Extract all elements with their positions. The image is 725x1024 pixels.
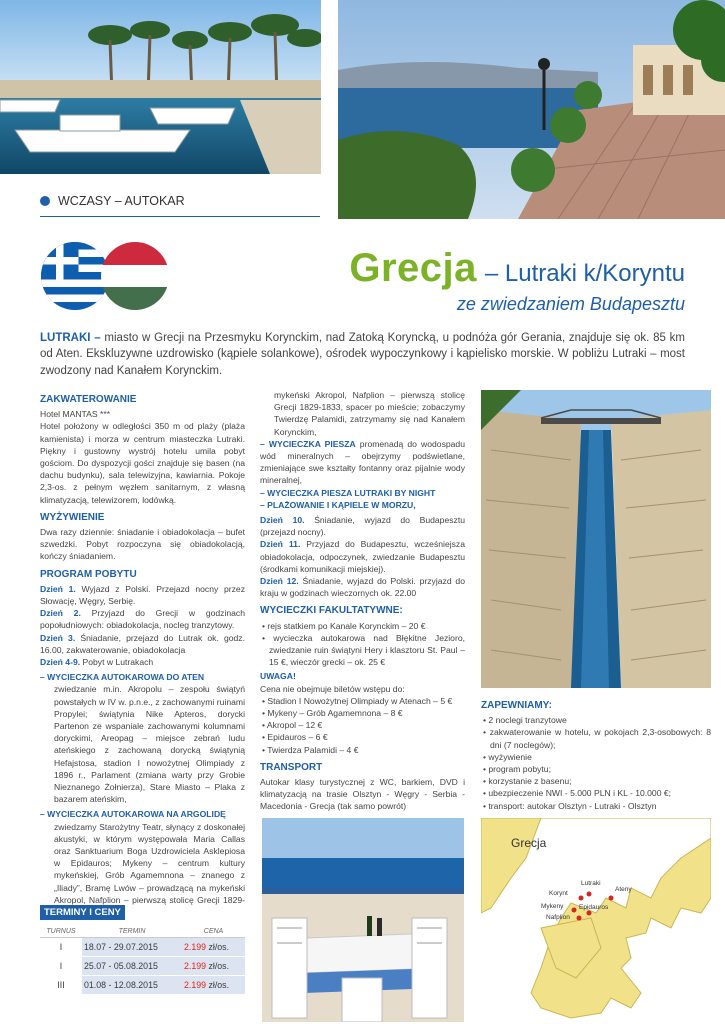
price-cell [182,938,245,957]
ticket-item: • Twierdza Palamidi – 4 € [262,744,359,755]
day-text: Śniadanie, wyjazd do Polski. przyjazd do kraju w godzinach wieczornych ok. 22.00 [260,576,465,599]
guarantee-item: • program pobytu; [483,764,551,774]
note-title: UWAGA! [260,671,296,682]
map-city-korynt: Korynt [549,890,568,897]
section-label: WCZASY – AUTOKAR [58,194,185,208]
corinth-canal-photo [481,390,711,688]
section-divider [40,216,320,217]
date-cell: 01.08 - 12.08.2015 [82,976,182,995]
program-day [260,575,465,599]
date-cell: 25.07 - 05.08.2015 [82,957,182,976]
day-label: Dzień 1. [40,583,76,594]
turnus-cell: I [40,938,82,957]
argolid-trip-continued: mykeński Akropol, Nafplion – pierwszą stolicę Grecji 1829-1833, spacer po mieście; zobaczymy Twierdzę Palamidi, zatrzymamy się nad Kanałem Korynckim, [274,390,465,437]
day-text: Przyjazd do Grecji w godzinach popołudniowych: obiadokolacja, nocleg tranzytowy. [40,608,245,631]
guarantee-item: • ubezpieczenie NWI - 5.000 PLN i KL - 10.000 €; [483,788,672,799]
ticket-item: • Epidauros – 6 € [262,732,328,743]
table-row [40,938,245,957]
title-country: Grecja [349,246,477,290]
price-value: 2.199 [184,980,207,990]
athens-trip-title: – WYCIECZKA AUTOKAROWA DO ATEN [40,672,205,683]
guarantee-item: • korzystanie z basenu; [483,776,572,787]
column-right [481,694,711,812]
day-label: Dzień 2. [40,608,81,619]
intro-paragraph [40,330,685,379]
map-city-nafplion: Nafplion [546,914,570,921]
accommodation-text: Hotel położony w odległości 350 m od plaży (plaża kamienista) i morza w centrum miasteczka Lutraki. Piękny i gustowny wystrój hotelu umila pobyt gościom. Do dyspozycji gości znajduje się basen (na dachu budynku), sala telewizyjna, kawiarnia. Pokoje 2,3-os. z pełnym węzłem sanitarnym, z własną klimatyzacją, telewizorem, lodówką. [40,421,245,505]
day-text: Śniadanie, wyjazd do Budapesztu (przejazd nocny). [260,515,465,538]
walk-trip-title: – WYCIECZKA PIESZA [260,438,356,449]
ticket-item: • Stadion I Nowożytnej Olimpiady w Atenach – 5 € [262,695,453,706]
column-header: CENA [182,926,245,938]
price-unit: zł/os. [206,961,230,971]
greece-flag-icon [41,242,109,310]
argolid-trip-title: – WYCIECZKA AUTOKAROWA NA ARGOLIDĘ [40,809,226,820]
table-header-row [40,926,245,938]
day-label: Dzień 11. [260,539,301,550]
terms-heading: TERMINY I CENY [40,905,125,920]
hotel-name: Hotel MANTAS *** [40,409,111,420]
intro-lead: LUTRAKI – [40,332,101,344]
walk-trip-text: promenadą do wodospadu wód mineralnych – obejrzymy podświetlane, zmieniające swe kształty fontanny oraz pijalnie wody mineralnej, [260,438,465,486]
title-subtitle: ze zwiedzaniem Budapesztu [456,294,685,314]
beach-time: – PLAŻOWANIE I KĄPIELE W MORZU, [260,499,416,510]
day-label: Dzień 12. [260,576,299,587]
intro-text: miasto w Grecji na Przesmyku Korynckim, nad Zatoką Koryncką, u podnóża gór Gerania, znajduje się ok. 85 km od Aten. Ekskluzywne uzdrowisko (kąpiele solankowe), ośrodek wypoczynkowy i kąpielisko morskie. W pobliżu Lutraki – most zwodzony nad Kanałem Korynckim. [40,332,685,377]
map-city-lutraki: Lutraki [581,880,601,887]
table-row [40,976,245,995]
price-value: 2.199 [184,961,207,971]
day-text: Pobyt w Lutrakach [80,657,154,668]
day-label: Dzień 4-9. [40,657,81,668]
walk-trip [260,438,465,487]
map-city-epidauros: Epidauros [579,904,609,911]
map-city-ateny: Ateny [615,886,632,893]
guarantee-item: • 2 noclegi tranzytowe [483,715,567,726]
program-day [40,583,245,607]
program-day [40,656,245,668]
optional-item: • wycieczka autokarowa nad Błękitne Jezioro, zwiedzanie ruin świątyni Hery i klasztoru St. Paul – 15 €, wieczór grecki – ok. 25 € [262,632,465,668]
program-day [260,538,465,575]
ticket-item: • Akropol – 12 € [262,720,323,731]
day-label: Dzień 3. [40,632,76,643]
terms-table [40,926,245,995]
map-country-label: Grecja [511,836,547,850]
day-text: Przyjazd do Budapesztu, wcześniejsza obiadokolacja, odpoczynek, zwiedzanie Budapesztu (środkami komunikacji miejskiej). [260,539,466,574]
page-title [349,246,685,291]
turnus-cell: I [40,957,82,976]
day-text: Wyjazd z Polski. Przejazd nocny przez Słowację, Węgry, Serbię. [40,583,245,606]
price-cell [182,976,245,995]
section-tag [40,194,185,208]
day-text: Śniadanie, przejazd do Lutrak ok. godz. 16.00, zakwaterowanie, obiadokolacja [40,632,245,655]
price-cell [182,957,245,976]
optional-item: • rejs statkiem po Kanale Korynckim – 20 € [262,620,426,631]
taverna-terrace-photo [262,818,464,1022]
map-city-mykeny: Mykeny [541,903,564,910]
transport-heading: TRANSPORT [260,761,323,773]
program-heading: PROGRAM POBYTU [40,568,137,580]
column-header: TURNUS [40,926,82,938]
guarantee-item: • zakwaterowanie w hotelu, w pokojach 2,3-osobowych: 8 dni (7 noclegów); [483,727,711,750]
terms-and-prices [40,902,245,995]
greece-map [481,818,711,1022]
turnus-cell: III [40,976,82,995]
board-text: Dwa razy dziennie: śniadanie i obiadokolacja – bufet szwedzki. Pobyt rozpoczyna się obiadokolacją, kończy śniadaniem. [40,527,245,562]
title-destination: – Lutraki k/Koryntu [484,260,685,287]
price-unit: zł/os. [206,980,230,990]
bullet-icon [40,196,50,206]
accommodation-heading: ZAKWATEROWANIE [40,394,137,405]
argolid-trip-text: zwiedzamy Starożytny Teatr, słynący z doskonałej akustyki, w którym występowała Maria Callas oraz Sanktuarium Boga Uzdrowiciela Asklepiosa w Epidauros; Mykeny – centrum kultury mykeńskiej, Grób Agamemnona – znanego z „Iliady”, Bramę Lwów – prowadzącą na mykeński Akropol, Nafplion – pierwszą stolicę Grecji 1829- [54,821,245,905]
terrace-sea-view-photo [338,0,725,219]
guarantee-item: • transport: autokar Olsztyn - Lutraki - Olsztyn [483,800,657,811]
table-row [40,957,245,976]
price-value: 2.199 [184,942,207,952]
board-heading: WYŻYWIENIE [40,511,105,523]
date-cell: 18.07 - 29.07.2015 [82,938,182,957]
athens-trip-text: zwiedzanie m.in. Akropolu – zespołu świątyń powstałych w IV w. p.n.e., z zachowanymi ruinami Propylei; świątynia Nike Apteros, dorycki Partenon ze wspaniale zachowanymi kolumnami doryckimi, Areopag – miejsce zebrań ludu ateńskiego z zachowaną dorycką świątynią Hefajstosa, stadion I nowożytnej Olimpiady z 1896 r., Parlament (zmiana warty przy Grobie Nieznanego Żołnierza), Stare Miasto – Plaka z bazarem ateńskim, [54,684,245,805]
guarantee-item: • wyżywienie [483,751,532,762]
column-left [40,388,245,907]
harbor-photo [0,0,321,174]
program-day [40,632,245,656]
program-day [260,514,465,538]
hungary-flag-icon [101,242,169,310]
day-label: Dzień 10. [260,515,305,526]
note-text: Cena nie obejmuje biletów wstępu do: [260,683,405,694]
program-day [40,607,245,631]
price-unit: zł/os. [206,942,230,952]
night-walk: – WYCIECZKA PIESZA LUTRAKI BY NIGHT [260,487,436,498]
column-middle [260,388,465,813]
transport-text: Autokar klasy turystycznej z WC, barkiem, DVD i klimatyzacją na trasie Olsztyn - Węgry - Serbia - Macedonia - Grecja (tak samo powrót) [260,777,465,812]
optional-trips-heading: WYCIECZKI FAKULTATYWNE: [260,605,403,617]
ticket-item: • Mykeny – Grób Agamemnona – 8 € [262,708,403,719]
column-header: TERMIN [82,926,182,938]
guarantee-heading: ZAPEWNIAMY: [481,700,552,711]
